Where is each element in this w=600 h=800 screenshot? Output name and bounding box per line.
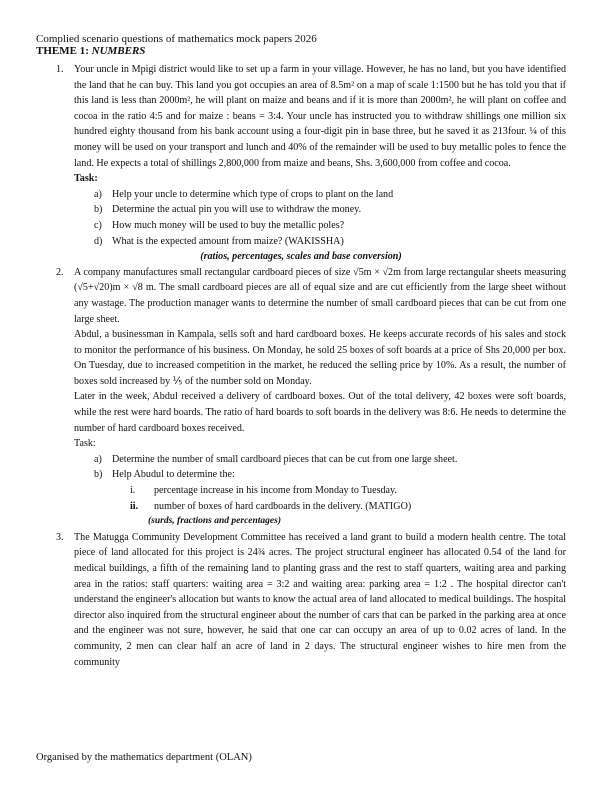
question-1-text: Your uncle in Mpigi district would like to set up a farm in your village. However, he has no land, but you have identified the land that he can buy. This land you got occupies an area of 8.5m² on a map of scale 1:1500 but he has told you that if this land is less than 2000m², he will plant on maize and beans and if it is more than 2000m², he will plant on coffee and cocoa in the ratio 4:5 and for maize : beans = 3:4. Your uncle has instructed you to withdraw shillings one million six hundred eighty thousand from his bank account using a four-digit pin in base three, but he saved it as 213four. ¼ of this money will be used on your transport and lunch and 40% of the remainder will be used to buy metallic poles to fence the land. He expects a total of shillings 2,800,000 from maize and beans, Shs. 3,600,000 from coffee and cocoa. xyxy=(74,64,566,169)
question-1-task-label: Task: xyxy=(74,173,98,185)
theme-heading xyxy=(36,45,145,57)
task-text: How much money will be used to buy the metallic poles? xyxy=(112,219,345,231)
subtask-item xyxy=(130,499,566,515)
question-2-subtasks xyxy=(36,483,566,514)
question-3 xyxy=(36,530,566,670)
theme-name: NUMBERS xyxy=(91,45,146,57)
subtask-text: number of boxes of hard cardboards in the delivery. (MATIGO) xyxy=(154,500,412,512)
question-3-text: The Matugga Community Development Committee has received a land grant to build a modern health centre. The total piece of land allocated for this project is 24¾ acres. The project structural engineer has allocated 0.54 of the land for medical buildings, a fifth of the remaining land to planting grass and the rest to staff quarters, waiting area and parking area in the ratios: staff quarters: waiting area = 3:2 and waiting area: parking area = 1:2 . The hospital director can't understand the engineer's allocation but wants to know the actual area of land allocated to medical buildings. The hospital director also inquired from the structural engineer about the number of cars that can be parked in the parking area at once and the engineer was not sure, however, he said that one car can occupy an area of up to 0.02 acres of land. In the community, 2 men can clear half an acre of land in 2 days. The structural engineer wishes to hire men from the community xyxy=(74,531,566,668)
subtask-numeral: ii. xyxy=(130,500,139,512)
task-text: What is the expected amount from maize? (WAKISSHA) xyxy=(112,235,344,247)
question-1-topic-tag: (ratios, percentages, scales and base conversion) xyxy=(200,251,402,263)
question-2-task-label: Task: xyxy=(74,438,96,450)
subtask-numeral: i. xyxy=(130,485,136,497)
question-1-number: 1. xyxy=(56,64,64,75)
task-text: Help your uncle to determine which type of crops to plant on the land xyxy=(112,188,394,200)
question-2-paragraph-3: Later in the week, Abdul received a delivery of cardboard boxes. Out of the total delivery, 42 boxes were soft boards, while the rest were hard boards. The ratio of hard boards to soft boards in the delivery was 8:6. He needs to determine the number of hard cardboard boxes received. xyxy=(74,391,566,434)
questions-body xyxy=(36,62,566,670)
question-2-topic-tag: (surds, fractions and percentages) xyxy=(148,516,282,527)
page-footer: Organised by the mathematics department (OLAN) xyxy=(36,752,252,763)
task-item xyxy=(94,218,566,234)
task-text: Help Abudul to determine the: xyxy=(112,469,235,481)
task-letter: a) xyxy=(94,188,102,200)
task-letter: c) xyxy=(94,219,102,231)
theme-prefix: THEME 1: xyxy=(36,45,92,57)
task-letter: b) xyxy=(94,204,103,216)
task-text: Determine the actual pin you will use to withdraw the money. xyxy=(112,204,362,216)
question-2-paragraph xyxy=(36,389,566,436)
task-item xyxy=(94,234,566,250)
question-2-number: 2. xyxy=(56,266,64,278)
question-1-tasks xyxy=(36,187,566,249)
question-2-tasks xyxy=(36,452,566,483)
question-2-paragraph-2: Abdul, a businessman in Kampala, sells soft and hard cardboard boxes. He keeps accurate records of his sales and stock to monitor the performance of his business. On Monday, he sold 25 boxes of soft boards at a price of Shs 20,000 per box. On Tuesday, due to increased competition in the market, he reduced the selling price by 10%. As a result, the number of boxes sold increased by ⅕ of the number sold on Monday. xyxy=(74,329,566,387)
question-2-paragraph-1: A company manufactures small rectangular cardboard pieces of size √5m × √2m from large rectangular sheets measuring (√5+√20)m × √8 m. The small cardboard pieces are all of equal size and are cut efficiently from the large sheet without any wastage. The production manager wants to determine the number of small cardboard pieces that can be cut from one large sheet. xyxy=(74,266,566,325)
task-letter: b) xyxy=(94,469,103,481)
question-3-number: 3. xyxy=(56,531,64,543)
question-2 xyxy=(36,265,566,327)
task-letter: d) xyxy=(94,235,103,247)
document-title: Complied scenario questions of mathematics mock papers 2026 xyxy=(36,33,317,45)
task-item xyxy=(94,467,566,483)
subtask-item xyxy=(130,483,566,499)
task-item xyxy=(94,187,566,203)
question-1 xyxy=(36,62,566,171)
task-letter: a) xyxy=(94,453,102,465)
subtask-text: percentage increase in his income from Monday to Tuesday. xyxy=(154,485,397,497)
task-item xyxy=(94,202,566,218)
question-2-paragraph xyxy=(36,327,566,389)
task-text: Determine the number of small cardboard pieces that can be cut from one large sheet. xyxy=(112,453,458,465)
task-item xyxy=(94,452,566,468)
